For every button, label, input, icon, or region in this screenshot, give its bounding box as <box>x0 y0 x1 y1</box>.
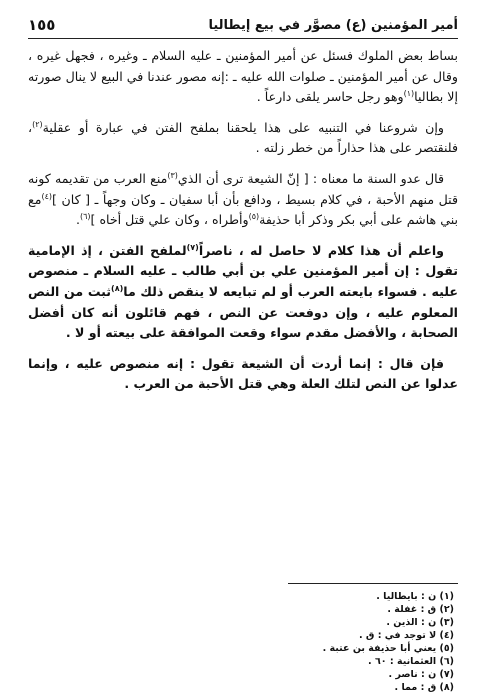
paragraph <box>28 241 458 344</box>
footnote: (٥) يعني أبا حذيفة بن عتبة . <box>322 643 454 654</box>
footnotes <box>28 590 454 694</box>
footnote: (٤) لا توجد في : ق . <box>358 630 454 641</box>
text-run: منع العرب من تقديمه كونه قتل منهم الأحبة ، في كلام بسيط ، ودافع بأن أبا سفيان ـ وكان وجهاً ـ [ كان ] <box>28 170 458 207</box>
running-title: أمير المؤمنين (ع) مصوَّر في بيع إيطاليا <box>208 17 458 33</box>
text-run: مع بني هاشم على أبي بكر وذكر أبا حذيفة <box>28 191 458 228</box>
text-run: لملفح الفتن ، إذ الإمامية تقول : إن أمير المؤمنين علي بن أبي طالب ـ عليه السلام ـ منصوص عليه . فسواء بايعته العرب أو لم تبايعه لا ينقص ذلك ما <box>28 242 458 299</box>
paragraph <box>28 118 458 159</box>
text-run: واعلم أن هذا كلام لا حاصل له ، ناصراً <box>198 242 445 258</box>
page-number: ١٥٥ <box>28 16 56 34</box>
footnote-ref: (٢) <box>32 119 43 129</box>
body-text <box>28 46 458 576</box>
footnote: (٦) العثمانية : ٦٠ . <box>368 656 454 667</box>
text-run: . <box>75 212 80 228</box>
footnote-ref: (٨) <box>111 283 124 293</box>
footnote: (٨) ق : مما . <box>394 682 454 693</box>
text-run: وهو رجل حاسر يلقى دارعاً . <box>256 89 404 105</box>
text-run: ، فلنقتصر على هذا حذاراً من خطر زلته . <box>28 119 458 156</box>
footnote-ref: (١) <box>403 89 415 98</box>
page-header <box>28 14 458 36</box>
text-run: فإن قال : إنما أردت أن الشيعة تقول : إنه منصوص عليه ، وإنما عدلوا عن النص لتلك العلة وهي قتل الأحبة من العرب . <box>28 355 458 392</box>
footnote: (٣) ن : الذين . <box>386 617 454 628</box>
footnote-ref: (٣) <box>167 170 178 180</box>
paragraph <box>28 46 458 108</box>
text-run: وأطراه ، وكان علي قتل أخاه ] <box>90 212 249 228</box>
text-run: قال عدو السنة ما معناه : [ إنّ الشيعة ترى أن الذي <box>177 170 445 186</box>
footnote-separator <box>288 583 458 584</box>
footnote: (٧) ن : ناصر . <box>388 669 454 680</box>
footnote-ref: (٤) <box>41 191 52 201</box>
text-run: ثبت من النص المعلوم عليه ، وإن دوفعت عن النص ، فهم قائلون أنه كان أفضل الصحابة ، والأفضل مقدم سواء وقعت الموافقة على بيعته أو لا . <box>28 283 458 341</box>
paragraph <box>28 169 458 231</box>
footnote-ref: (٦) <box>80 211 91 221</box>
text-run: بساط بعض الملوك فسئل عن أمير المؤمنين ـ عليه السلام ـ وغيره ، فجهل غيره ، وقال عن أمير المؤمنين ـ صلوات الله عليه ـ :إنه مصور عندنا في البيع لا ينال صورته إلا بطاليا <box>28 48 458 105</box>
header-rule <box>28 38 458 39</box>
footnote: (١) ن : بايطاليا . <box>376 591 454 602</box>
paragraph <box>28 354 458 395</box>
text-run: وإن شروعنا في التنبيه على هذا يلحقنا بملفح الفتن في عبارة أو عقلية <box>42 119 444 135</box>
footnote: (٢) ق : غفلة . <box>387 604 454 615</box>
footnote-ref: (٧) <box>186 242 199 252</box>
footnote-ref: (٥) <box>248 211 260 221</box>
